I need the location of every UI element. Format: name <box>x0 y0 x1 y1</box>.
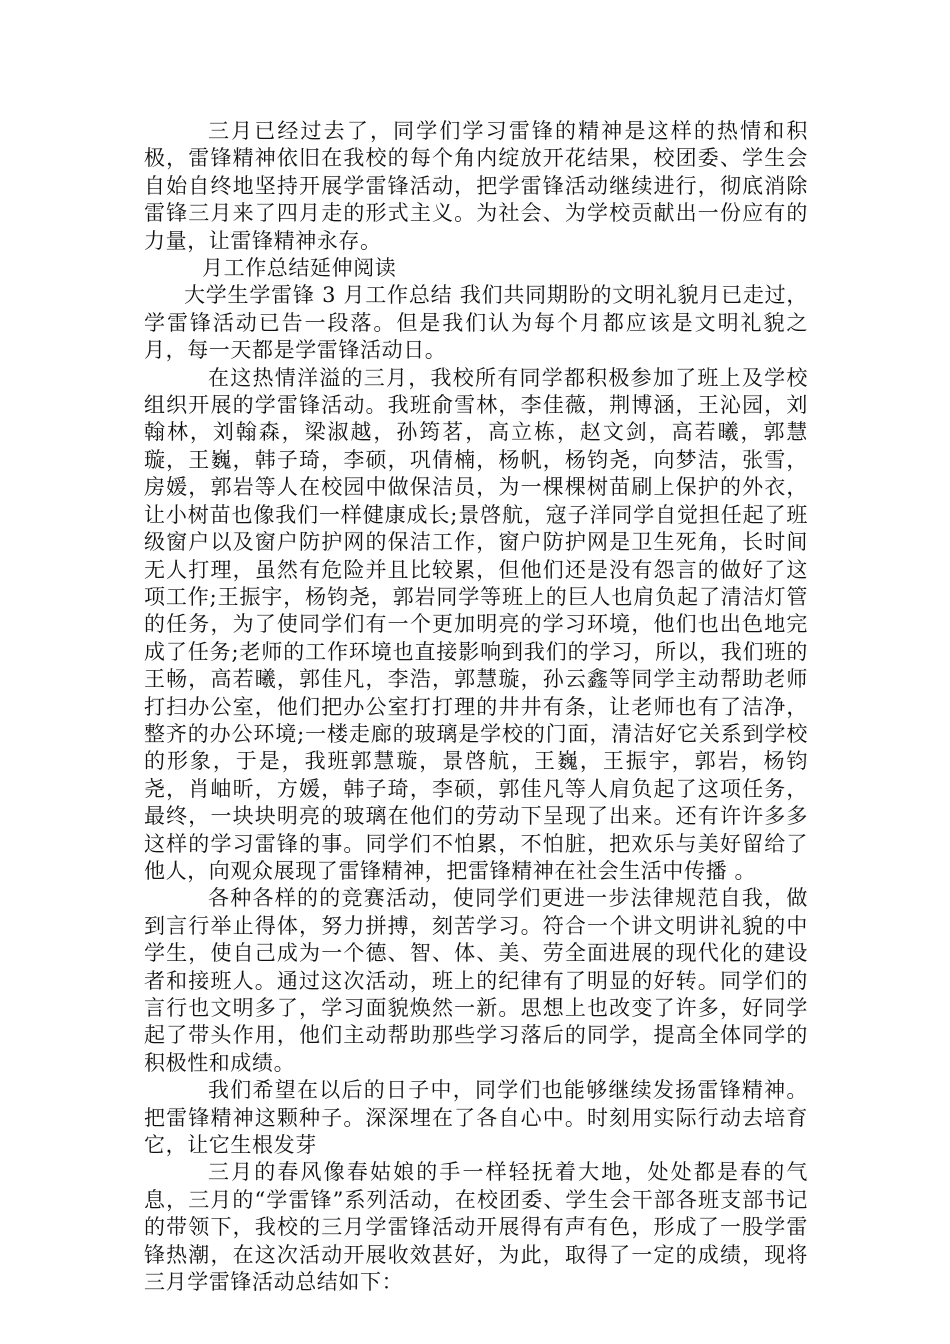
section-heading: 月工作总结延伸阅读 <box>202 256 397 281</box>
paragraph-spring: 三月的春风像春姑娘的手一样轻抚着大地，处处都是春的气息，三月的“学雷锋”系列活动，在校团委、学生会干部各班支部书记的带领下，我校的三月学雷锋活动开展得有声有色，形成了一股学雷锋热潮，在这次活动开展收效甚好，为此，取得了一定的成绩，现将三月学雷锋活动总结如下： <box>144 1160 808 1295</box>
paragraph-activities: 在这热情洋溢的三月，我校所有同学都积极参加了班上及学校组织开展的学雷锋活动。我班俞雪林，李佳薇，荆博涵，王沁园，刘翰林，刘翰森，梁淑越，孙筠茗，高立栋，赵文剑，高若曦，郭慧璇，王巍，韩子琦，李硕，巩倩楠，杨帆，杨钧尧，向梦洁，张雪，房媛，郭岩等人在校园中做保洁员，为一棵棵树苗刷上保护的外衣，让小树苗也像我们一样健康成长;景啓航，寇子洋同学自觉担任起了班级窗户以及窗户防护网的保洁工作，窗户防护网是卫生死角，长时间无人打理，虽然有危险并且比较累，但他们还是没有怨言的做好了这项工作;王振宇，杨钧尧，郭岩同学等班上的巨人也肩负起了清洁灯管的任务，为了使同学们有一个更加明亮的学习环境，他们也出色地完成了任务;老师的工作环境也直接影响到我们的学习，所以，我们班的王畅，高若曦，郭佳凡，李浩，郭慧璇，孙云鑫等同学主动帮助老师打扫办公室，他们把办公室打打理的井井有条，让老师也有了洁净，整齐的办公环境;一楼走廊的玻璃是学校的门面，清洁好它关系到学校的形象，于是，我班郭慧璇，景啓航，王巍，王振宇，郭岩，杨钧尧，肖岫昕，方媛，韩子琦，李硕，郭佳凡等人肩负起了这项任务，最终，一块块明亮的玻璃在他们的劳动下呈现了出来。还有许许多多这样的学习雷锋的事。同学们不怕累，不怕脏，把欢乐与美好留给了他人，向观众展现了雷锋精神，把雷锋精神在社会生活中传播 。 <box>144 365 808 883</box>
paragraph-hope: 我们希望在以后的日子中，同学们也能够继续发扬雷锋精神。把雷锋精神这颗种子。深深埋在了各自心中。时刻用实际行动去培育它，让它生根发芽 <box>144 1078 808 1158</box>
paragraph-intro: 三月已经过去了，同学们学习雷锋的精神是这样的热情和积极，雷锋精神依旧在我校的每个角内绽放开花结果，校团委、学生会自始自终地坚持开展学雷锋活动，把学雷锋活动继续进行，彻底消除雷锋三月来了四月走的形式主义。为社会、为学校贡献出一份应有的力量，让雷锋精神永存。 <box>144 119 808 253</box>
paragraph-summary: 大学生学雷锋 3 月工作总结 我们共同期盼的文明礼貌月已走过，学雷锋活动已告一段落。但是我们认为每个月都应该是文明礼貌之月，每一天都是学雷锋活动日。 <box>144 283 808 363</box>
paragraph-competitions: 各种各样的的竞赛活动，使同学们更进一步法律规范自我，做到言行举止得体，努力拼搏，刻苦学习。符合一个讲文明讲礼貌的中学生，使自己成为一个德、智、体、美、劳全面进展的现代化的建设者和接班人。通过这次活动，班上的纪律有了明显的好转。同学们的言行也文明多了，学习面貌焕然一新。思想上也改变了许多，好同学起了带头作用，他们主动帮助那些学习落后的同学，提高全体同学的积极性和成绩。 <box>144 886 808 1075</box>
document-body <box>144 118 808 1296</box>
